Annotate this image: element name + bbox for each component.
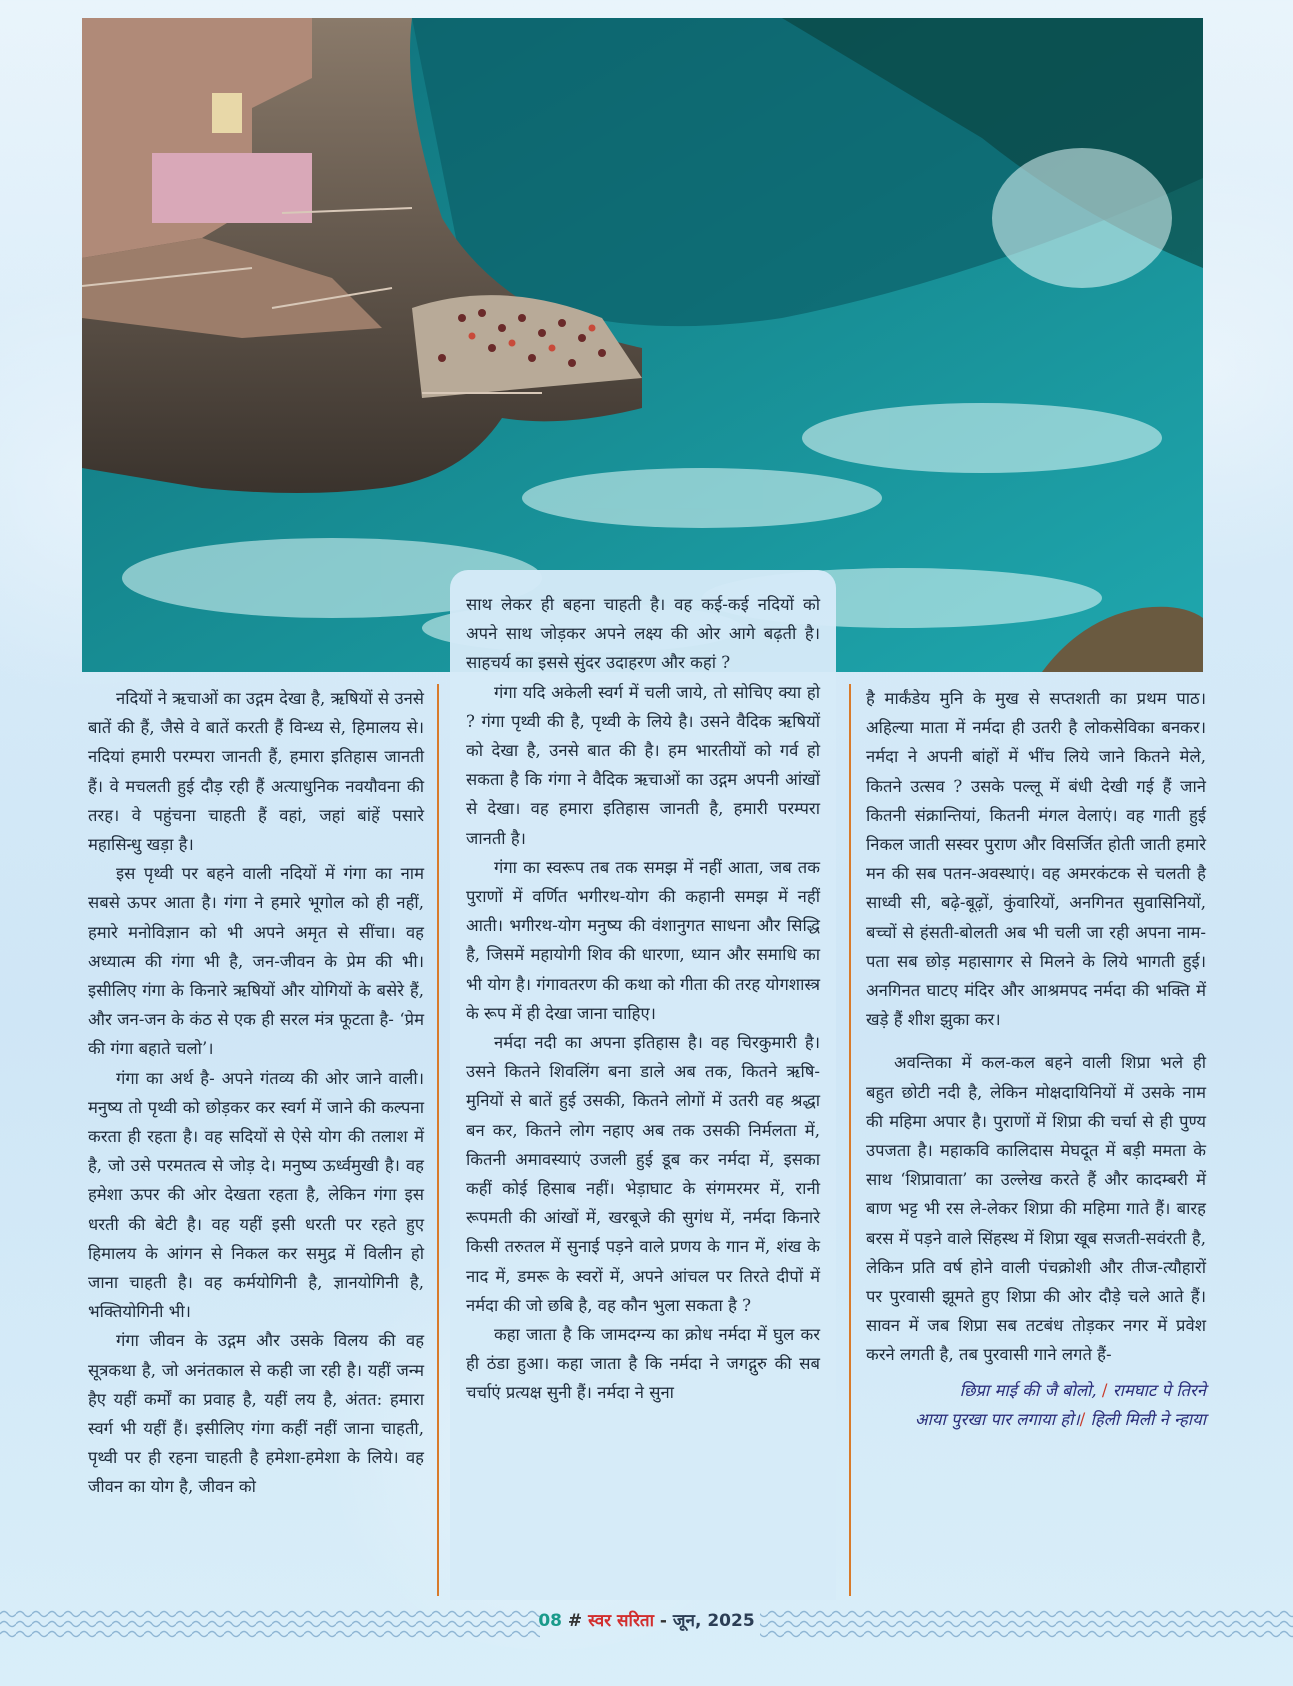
column-divider-left <box>437 684 439 1596</box>
article-column-left <box>88 684 424 1502</box>
paragraph: इस पृथ्वी पर बहने वाली नदियों में गंगा का नाम सबसे ऊपर आता है। गंगा ने हमारे भूगोल को ही नहीं, हमारे मनोविज्ञान को भी अपने अमृत से सींचा। वह अध्यात्म की गंगा भी है, जन-जीवन के प्रेम की भी। इसीलिए गंगा के किनारे ऋषियों और योगियों के बसेरे हैं, और जन-जन के कंठ से एक ही सरल मंत्र फूटता है- ‘प्रेम की गंगा बहाते चलो’। <box>88 864 424 1059</box>
verse-text: आया पुरखा पार लगाया हो। <box>914 1409 1080 1429</box>
paragraph: है मार्कंडेय मुनि के मुख से सप्तशती का प्रथम पाठ। अहिल्या माता में नर्मदा ही उतरी है लोकसेविका बनकर। नर्मदा ने अपनी बांहों में भींच लिये जाने कितने मेले, कितने उत्सव ? उसके पल्लू में बंधी देखी गई हैं जाने कितनी संक्रान्तियां, कितनी मंगल वेलाएं। वह गाती हुई निकल जाती सस्वर पुराण और विसर्जित होती जाती हमारे मन की सब पतन-अवस्थाएं। वह अमरकंटक से चलती है साध्वी सी, बढ़े-बूढ़ों, कुंवारियों, अनगिनत सुवासिनियों, बच्चों से हंसती-बोलती अब भी चली जा रही अपना नाम-पता सब छोड़ महासागर से मिलने के लिये भागती हुई। अनगिनत घाटए मंदिर और आश्रमपद नर्मदा की भक्ति में खड़े हैं शीश झुका कर। <box>866 689 1206 1030</box>
paragraph: नदियों ने ऋचाओं का उद्गम देखा है, ऋषियों से उनसे बातें की हैं, जैसे वे बातें करती हैं विन्ध्य से, हिमालय से। नदियां हमारी परम्परा जानती हैं, हमारा इतिहास जानती हैं। वे मचलती हुई दौड़ रही हैं अत्याधुनिक नवयौवना की तरह। वे पहुंचना चाहती हैं वहां, जहां बांहें पसारे महासिन्धु खड़ा है। <box>88 689 424 855</box>
paragraph: साथ लेकर ही बहना चाहती है। वह कई-कई नदियों को अपने साथ जोड़कर अपने लक्ष्य की ओर आगे बढ़ती है। साहचर्य का इससे सुंदर उदाहरण और कहां ? <box>466 595 820 673</box>
paragraph: गंगा यदि अकेली स्वर्ग में चली जाये, तो सोचिए क्या हो ? गंगा पृथ्वी की है, पृथ्वी के लिये है। उसने वैदिक ऋषियों को देखा है, उनसे बात की है। हम भारतीयों को गर्व हो सकता है कि गंगा ने वैदिक ऋचाओं का उद्गम अपनी आंखों से देखा। वह हमारा इतिहास जानती है, हमारी परम्परा जानती है। <box>466 682 820 848</box>
column-divider-right <box>849 684 851 1596</box>
paragraph: गंगा का अर्थ है- अपने गंतव्य की ओर जाने वाली। मनुष्य तो पृथ्वी को छोड़कर कर स्वर्ग में जाने की कल्पना करता ही रहता है। वह सदियों से ऐसे योग की तलाश में है, जो उसे परमतत्व से जोड़ दे। मनुष्य ऊर्ध्वमुखी है। वह हमेशा ऊपर की ओर देखता रहता है, लेकिन गंगा इस धरती की बेटी है। वह यहीं इसी धरती पर रहते हुए हिमालय के आंगन से निकल कर समुद्र में विलीन हो जाना चाहती है। वह कर्मयोगिनी है, ज्ञानयोगिनी है, भक्तियोगिनी भी। <box>88 1068 424 1322</box>
page-footer <box>0 1608 1293 1631</box>
verse-separator: / <box>1079 1409 1091 1429</box>
paragraph: अवन्तिका में कल-कल बहने वाली शिप्रा भले ही बहुत छोटी नदी है, लेकिन मोक्षदायिनियों में उसके नाम की महिमा अपार है। पुराणों में शिप्रा की चर्चा से ही पुण्य उपजता है। महाकवि कालिदास मेघदूत में बड़ी ममता के साथ ‘शिप्रावाता’ का उल्लेख करते हैं और कादम्बरी में बाण भट्ट भी रस ले-लेकर शिप्रा की महिमा गाते हैं। बारह बरस में पड़ने वाले सिंहस्थ में शिप्रा खूब सजती-सवंरती है, लेकिन प्रति वर्ष होने वाली पंचक्रोशी और तीज-त्यौहारों पर पुरवासी झूमते हुए शिप्रा की ओर दौड़े चले आते हैं। सावन में जब शिप्रा सब तटबंध तोड़कर नगर में प्रवेश करने लगती है, तब पुरवासी गाने लगते हैं- <box>866 1053 1206 1365</box>
paragraph: गंगा का स्वरूप तब तक समझ में नहीं आता, जब तक पुराणों में वर्णित भगीरथ-योग की कहानी समझ में नहीं आती। भगीरथ-योग मनुष्य की वंशानुगत साधना और सिद्धि है, जिसमें महायोगी शिव की धारणा, ध्यान और समाधि का भी योग है। गंगावतरण की कथा को गीता की तरह योगशास्त्र के रूप में ही देखा जाना चाहिए। <box>466 857 820 1023</box>
paragraph: गंगा जीवन के उद्गम और उसके विलय की वह सूत्रकथा है, जो अनंतकाल से कही जा रही है। यहीं जन्म हैए यहीं कर्मों का प्रवाह है, यहीं लय है, अंतत: हमारा स्वर्ग भी यहीं हैं। इसीलिए गंगा कहीं नहीं जाना चाहती, पृथ्वी पर ही रहना चाहती है हमेशा-हमेशा के लिये। वह जीवन का योग है, जीवन को <box>88 1331 424 1497</box>
page-number: 08 <box>538 1611 563 1631</box>
footer-separator: - <box>654 1611 673 1631</box>
verse-line <box>866 1405 1206 1434</box>
article-column-middle <box>450 570 836 1600</box>
verse-separator: / <box>1096 1380 1113 1400</box>
issue-date: जून, 2025 <box>672 1611 755 1631</box>
magazine-name: स्वर सरिता <box>588 1611 654 1631</box>
verse-text: रामघाट पे तिरने <box>1112 1380 1206 1400</box>
verse-text: हिली मिली ने न्हाया <box>1090 1409 1206 1429</box>
verse-text: छिप्रा माई की जै बोलो, <box>959 1380 1097 1400</box>
paragraph: नर्मदा नदी का अपना इतिहास है। वह चिरकुमारी है। उसने कितने शिवलिंग बना डाले अब तक, कितने ऋषि-मुनियों से बातें हुई उसकी, कितने लोगों में उतरी वह श्रद्धा बन कर, कितने लोग नहाए अब तक उसकी निर्मलता में, कितनी अमावस्याएं उजली हुई डूब कर नर्मदा में, इसका कहीं कोई हिसाब नहीं। भेड़ाघाट के संगमरमर में, रानी रूपमती की आंखों में, खरबूजे की सुगंध में, नर्मदा किनारे किसी तरुतल में सुनाई पड़ने वाले प्रणय के गान में, शंख के नाद में, डमरू के स्वरों में, अपने आंचल पर तिरते दीपों में नर्मदा की जो छबि है, वह कौन भुला सकता है ? <box>466 1033 820 1315</box>
footer-hash: # <box>562 1611 589 1631</box>
paragraph: कहा जाता है कि जामदग्न्य का क्रोध नर्मदा में घुल कर ही ठंडा हुआ। कहा जाता है कि नर्मदा ने जगद्गुरु की सब चर्चाएं प्रत्यक्ष सुनी हैं। नर्मदा ने सुना <box>466 1325 820 1403</box>
folk-song-verse <box>866 1376 1206 1434</box>
article-column-right <box>866 684 1206 1434</box>
verse-line <box>866 1376 1206 1405</box>
